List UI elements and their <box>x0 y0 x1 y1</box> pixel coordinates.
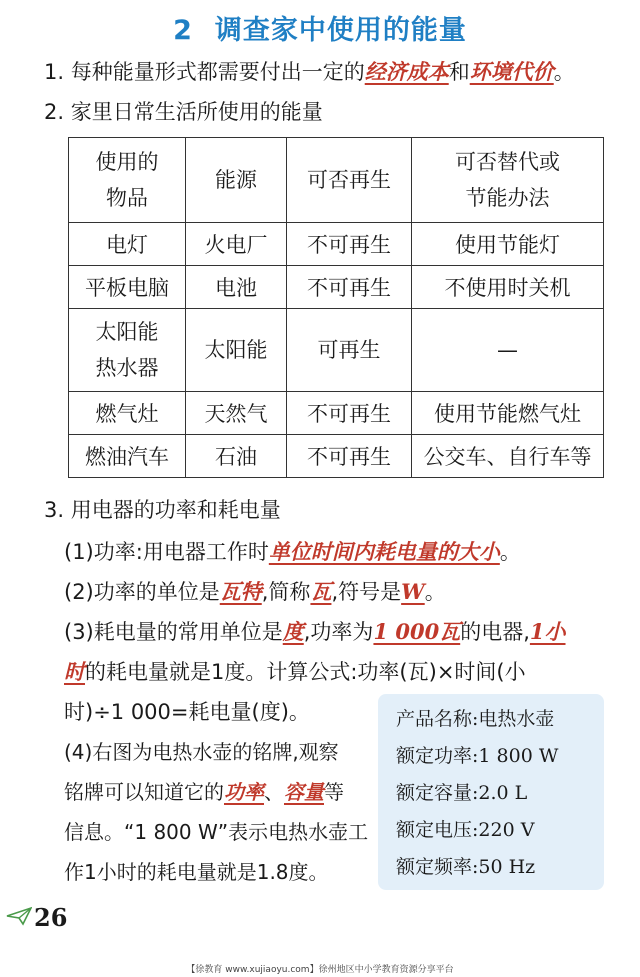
text: ,符号是 <box>331 580 402 604</box>
text: ,功率为 <box>303 620 374 644</box>
cell: 不可再生 <box>287 435 412 478</box>
text: (2)功率的单位是 <box>64 580 220 604</box>
cell: 太阳能 热水器 <box>69 309 186 392</box>
plate-row-voltage: 额定电压:220 V <box>396 819 535 841</box>
header-item: 使用的 物品 <box>69 138 186 223</box>
cell: 不可再生 <box>287 392 412 435</box>
item-1-text: 1. 每种能量形式都需要付出一定的 <box>44 60 365 84</box>
item-3-4: (4)右图为电热水壶的铭牌,观察 <box>64 740 339 764</box>
text: 。 <box>499 540 521 564</box>
text: 、 <box>264 780 284 804</box>
cell: 平板电脑 <box>69 266 186 309</box>
answer-hour: 时 <box>64 659 85 684</box>
item-1-end: 。 <box>553 60 575 84</box>
answer-power: 功率 <box>224 780 264 804</box>
page-title <box>0 8 640 47</box>
cell: 燃气灶 <box>69 392 186 435</box>
cell: 电池 <box>186 266 287 309</box>
table-row <box>69 309 604 392</box>
plate-row-capacity: 额定容量:2.0 L <box>396 782 528 804</box>
title-number: 2 <box>173 15 193 46</box>
cell: 使用节能燃气灶 <box>412 392 604 435</box>
formula-line: 时)÷1 000=耗电量(度)。 <box>64 700 310 724</box>
item-2-heading: 2. 家里日常生活所使用的能量 <box>44 100 323 124</box>
table-header-row <box>69 138 604 223</box>
cell: 天然气 <box>186 392 287 435</box>
plate-row-frequency: 额定频率:50 Hz <box>396 856 536 878</box>
cell: — <box>412 309 604 392</box>
plate-row-power: 额定功率:1 800 W <box>396 745 559 767</box>
header-alternative: 可否替代或 节能办法 <box>412 138 604 223</box>
answer-wa: 瓦 <box>310 579 332 604</box>
footer-watermark: 【徐教育 www.xujiaoyu.com】徐州地区中小学教育资源分享平台 <box>186 965 454 975</box>
text: 的电器, <box>460 620 530 644</box>
item-3-1 <box>64 536 521 566</box>
answer-du: 度 <box>282 619 304 644</box>
text: (1)功率:用电器工作时 <box>64 540 269 564</box>
text: 铭牌可以知道它的 <box>64 780 224 804</box>
item-3-4-line4: 作1小时的耗电量就是1.8度。 <box>64 860 329 884</box>
cell: 不可再生 <box>287 223 412 266</box>
cell: 电灯 <box>69 223 186 266</box>
text: 。 <box>424 580 446 604</box>
text: 等 <box>324 780 344 804</box>
cell: 石油 <box>186 435 287 478</box>
cell: 不使用时关机 <box>412 266 604 309</box>
text: (3)耗电量的常用单位是 <box>64 620 283 644</box>
item-3-heading: 3. 用电器的功率和耗电量 <box>44 498 281 522</box>
cell: 燃油汽车 <box>69 435 186 478</box>
cell: 火电厂 <box>186 223 287 266</box>
page-number: 26 <box>34 903 68 932</box>
answer-capacity: 容量 <box>284 780 324 804</box>
cell: 太阳能 <box>186 309 287 392</box>
cell: 公交车、自行车等 <box>412 435 604 478</box>
answer-power-definition: 单位时间内耗电量的大小 <box>268 539 500 564</box>
kettle-nameplate <box>378 694 604 890</box>
cell: 可再生 <box>287 309 412 392</box>
plate-row-name: 产品名称:电热水壶 <box>396 708 555 730</box>
item-1-and: 和 <box>448 60 470 84</box>
item-3-4-line3: 信息。“1 800 W”表示电热水壶工 <box>64 820 369 844</box>
answer-watt: 瓦特 <box>219 579 262 604</box>
item-3-3 <box>64 616 566 646</box>
text: ,简称 <box>261 580 311 604</box>
header-source: 能源 <box>186 138 287 223</box>
item-3-4-line2 <box>64 776 344 805</box>
answer-1-hour: 1小 <box>529 619 566 644</box>
text: 的耗电量就是1度。计算公式:功率(瓦)×时间(小 <box>85 660 526 684</box>
header-renewable: 可否再生 <box>287 138 412 223</box>
table-row <box>69 266 604 309</box>
item-3-2 <box>64 576 446 606</box>
energy-table <box>68 137 604 478</box>
cell: 不可再生 <box>287 266 412 309</box>
paper-plane-icon <box>6 906 32 926</box>
table-row <box>69 223 604 266</box>
table-row <box>69 435 604 478</box>
cell: 使用节能灯 <box>412 223 604 266</box>
item-1 <box>44 56 575 86</box>
answer-w-symbol: W <box>401 579 425 604</box>
answer-1000w: 1 000瓦 <box>373 619 461 644</box>
item-3-3-cont <box>64 656 526 686</box>
answer-economic-cost: 经济成本 <box>364 59 449 84</box>
table-row <box>69 392 604 435</box>
answer-environment-cost: 环境代价 <box>469 59 554 84</box>
title-text: 调查家中使用的能量 <box>214 15 467 46</box>
